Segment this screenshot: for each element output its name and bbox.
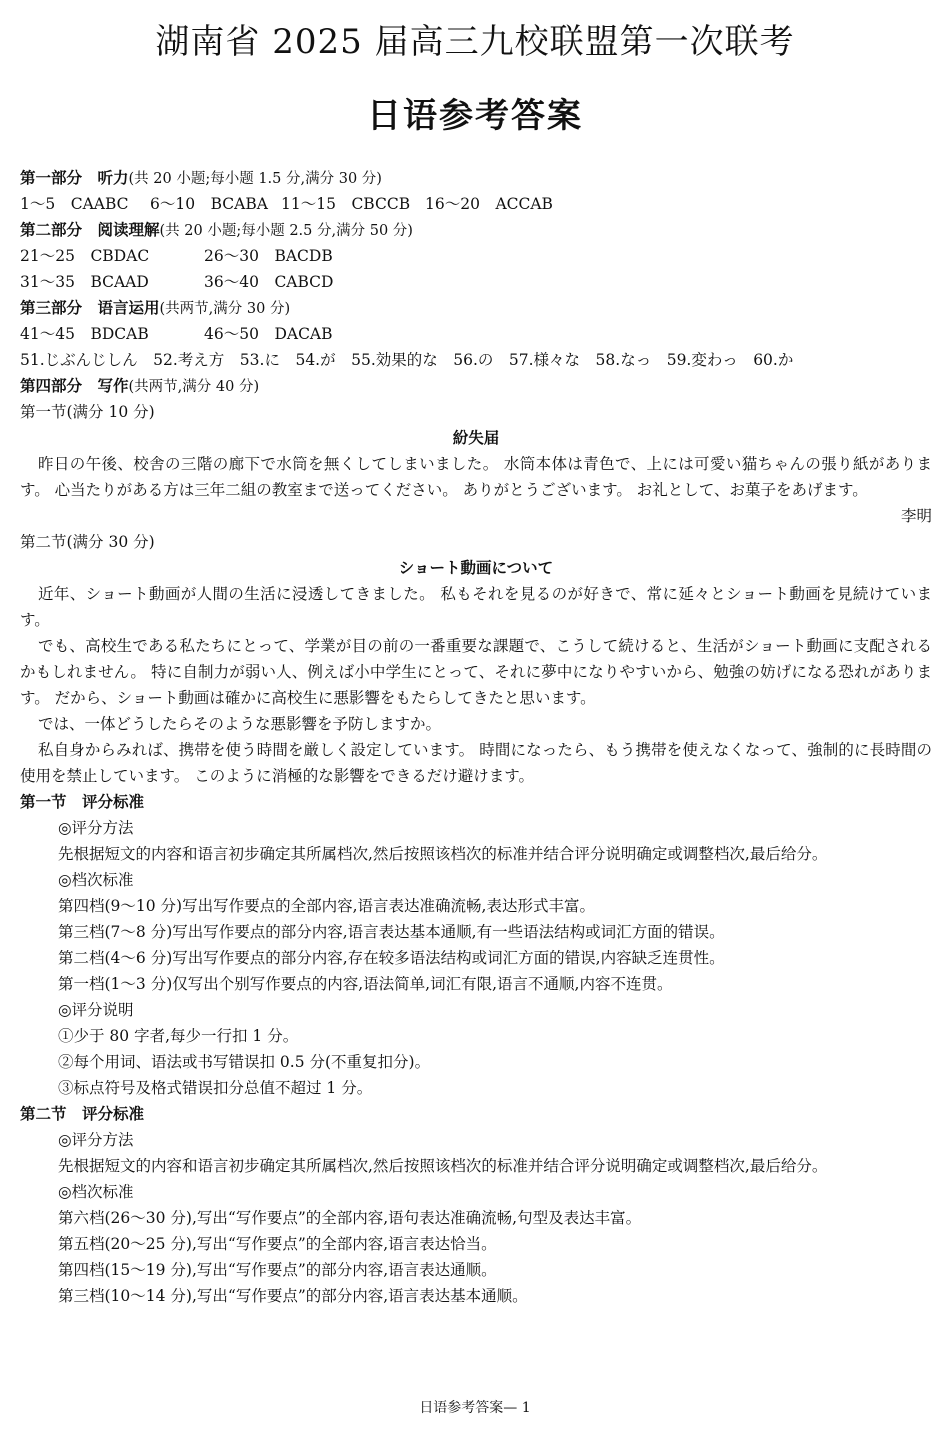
part3-answers-row1 <box>20 321 932 347</box>
grading2-level: 第五档(20～25 分),写出“写作要点”的全部内容,语言表达恰当。 <box>58 1235 497 1253</box>
grading2-levels-label: ◎档次标准 <box>58 1183 134 1201</box>
grading1-notes-label: ◎评分说明 <box>58 1001 134 1019</box>
content-body <box>20 165 932 1309</box>
grading2-method-text: 先根据短文的内容和语言初步确定其所属档次,然后按照该档次的标准并结合评分说明确定或调整档次,最后给分。 <box>58 1157 828 1175</box>
document-subtitle: 日语参考答案 <box>367 96 583 136</box>
part2-note: (共 20 小题;每小题 2.5 分,满分 50 分) <box>159 223 413 239</box>
grading1-level: 第二档(4～6 分)写出写作要点的部分内容,存在较多语法结构或词汇方面的错误,内容缺乏连贯性。 <box>58 949 725 967</box>
part2-heading: 第二部分 阅读理解 <box>20 221 160 239</box>
essay2-paragraph: 近年、ショート動画が人間の生活に浸透してきました。 私もそれを見るのが好きで、常に延々とショート動画を見続けています。 <box>20 585 932 629</box>
essay2-paragraph: でも、高校生である私たちにとって、学業が目の前の一番重要な課題で、こうして続けると、生活がショート動画に支配されるかもしれません。 特に自制力が弱い人、例えば小中学生にとって、それに夢中になりやすいから、勉強の妨げになる恐れがあります。 だから、ショート動画は確かに高校生に悪影響をもたらしてきたと思います。 <box>20 637 932 707</box>
answer-group: 1～5 CAABC <box>20 195 129 213</box>
answer-group: 36～40 CABCD <box>204 273 334 291</box>
answer-group: 21～25 CBDAC <box>20 247 150 265</box>
grading2-level: 第六档(26～30 分),写出“写作要点”的全部内容,语句表达准确流畅,句型及表达丰富。 <box>58 1209 642 1227</box>
grading1-note: ②每个用词、语法或书写错误扣 0.5 分(不重复扣分)。 <box>58 1053 431 1071</box>
part4-heading: 第四部分 写作 <box>20 377 129 395</box>
part4-note: (共两节,满分 40 分) <box>128 379 260 395</box>
essay1-signature: 李明 <box>900 507 932 525</box>
page-footer: 日语参考答案— 1 <box>419 1400 531 1416</box>
grading2-heading: 第二节 评分标准 <box>20 1105 145 1123</box>
part3-note: (共两节,满分 30 分) <box>159 301 291 317</box>
document-title: 湖南省 2025 届高三九校联盟第一次联考 <box>155 22 795 62</box>
grading2-method-label: ◎评分方法 <box>58 1131 134 1149</box>
part3-heading-line <box>20 295 932 321</box>
grading1-heading: 第一节 评分标准 <box>20 793 145 811</box>
section2-label: 第二节(满分 30 分) <box>20 533 155 551</box>
answer-group: 46～50 DACAB <box>204 325 333 343</box>
part2-answers-row2 <box>20 269 932 295</box>
answer-group: 41～45 BDCAB <box>20 325 149 343</box>
grading1-level: 第三档(7～8 分)写出写作要点的部分内容,语言表达基本通顺,有一些语法结构或词汇方面的错误。 <box>58 923 725 941</box>
grading2-level: 第四档(15～19 分),写出“写作要点”的部分内容,语言表达通顺。 <box>58 1261 497 1279</box>
grading1-note: ①少于 80 字者,每少一行扣 1 分。 <box>58 1027 299 1045</box>
part1-answers <box>20 191 932 217</box>
answer-group: 11～15 CBCCB <box>281 195 411 213</box>
grading1-method-text: 先根据短文的内容和语言初步确定其所属档次,然后按照该档次的标准并结合评分说明确定或调整档次,最后给分。 <box>58 845 828 863</box>
essay2-paragraph: では、一体どうしたらそのような悪影響を予防しますか。 <box>38 715 442 733</box>
part1-note: (共 20 小题;每小题 1.5 分,满分 30 分) <box>128 171 382 187</box>
part1-heading: 第一部分 听力 <box>20 169 129 187</box>
answer-group: 6～10 BCABA <box>150 195 268 213</box>
grading1-level: 第四档(9～10 分)写出写作要点的全部内容,语言表达准确流畅,表达形式丰富。 <box>58 897 595 915</box>
part2-heading-line <box>20 217 932 243</box>
part3-heading: 第三部分 语言运用 <box>20 299 160 317</box>
section1-label: 第一节(满分 10 分) <box>20 403 155 421</box>
part1-heading-line <box>20 165 932 191</box>
answer-group: 31～35 BCAAD <box>20 273 149 291</box>
part2-answers-row1 <box>20 243 932 269</box>
essay1-title: 紛失届 <box>452 429 500 447</box>
answer-group: 26～30 BACDB <box>204 247 333 265</box>
grading1-note: ③标点符号及格式错误扣分总值不超过 1 分。 <box>58 1079 373 1097</box>
grading1-method-label: ◎评分方法 <box>58 819 134 837</box>
part4-heading-line <box>20 373 932 399</box>
grading2-level: 第三档(10～14 分),写出“写作要点”的部分内容,语言表达基本通顺。 <box>58 1287 528 1305</box>
essay2-paragraph: 私自身からみれば、携帯を使う時間を厳しく設定しています。 時間になったら、もう携帯を使えなくなって、強制的に長時間の使用を禁止しています。 このように消極的な影響をできるだけ避けます。 <box>20 741 932 785</box>
grading1-level: 第一档(1～3 分)仅写出个别写作要点的内容,语法简单,词汇有限,语言不通顺,内容不连贯。 <box>58 975 673 993</box>
part3-answers-row2: 51.じぶんじしん 52.考え方 53.に 54.が 55.効果的な 56.の 57.様々な 58.なっ 59.変わっ 60.か <box>20 351 794 369</box>
essay1-body: 昨日の午後、校舎の三階の廊下で水筒を無くしてしまいました。 水筒本体は青色で、上には可愛い猫ちゃんの張り紙があります。 心当たりがある方は三年二組の教室まで送ってください。 ありがとうございます。 お礼として、お菓子をあげます。 <box>20 455 932 499</box>
answer-group: 16～20 ACCAB <box>425 195 553 213</box>
grading1-levels-label: ◎档次标准 <box>58 871 134 889</box>
essay2-title: ショート動画について <box>398 559 554 577</box>
